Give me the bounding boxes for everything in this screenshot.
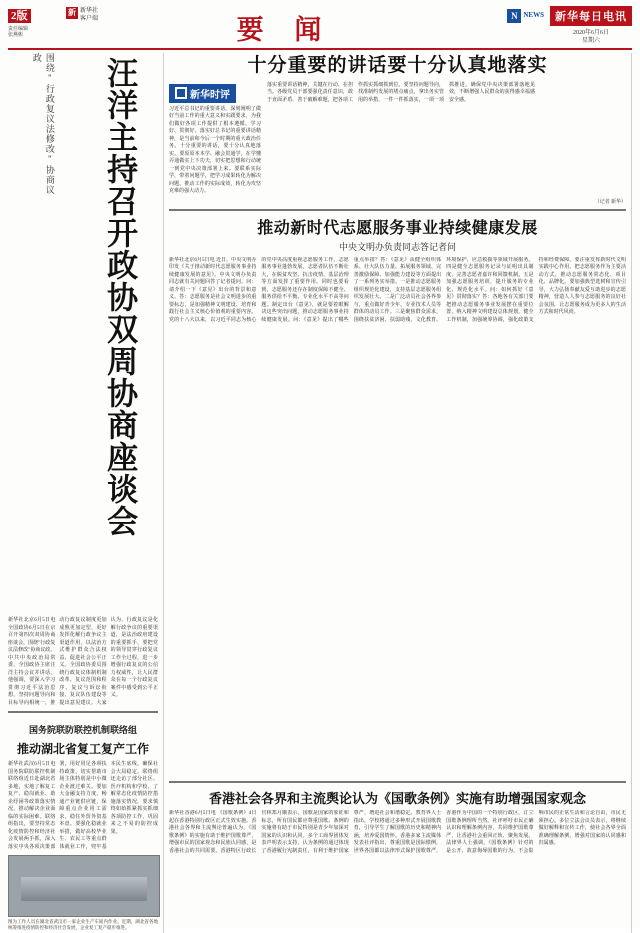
left-lead-text: 新华社北京6月5日电 全国政协6月5日在京召开第四次双周协商座谈会，围绕"行政复议法修改"协商议政。中共中央政治局常委、全国政协主席汪洋主持会议并讲话。他强调，要深入学习贯彻习近平法治思想，坚持问题导向和目标导向相统一，推动行政复议制度更加成熟更加定型，更好发挥化解行政争议主渠道作用，以法治方式维护群众合法权益、促进社会公平正义。全国政协委员围绕行政复议体制机制改革、复议范围和程序、复议与诉讼衔接、复议队伍建设等提出意见建议。大家认为，行政复议是化解行政争议的重要渠道，是法治政府建设的重要抓手，要把党的领导贯穿行政复议工作全过程，进一步增强行政复议的公信力权威性，让人民群众在每一个行政复议案件中感受到公平正义。 [8, 618, 158, 706]
page-number-badge: 2版 [8, 9, 31, 23]
logo-mark-icon: 新 [68, 8, 76, 17]
date-line1: 2020年6月6日 [572, 30, 609, 36]
stamp-square-icon [175, 87, 187, 99]
article-photo [8, 855, 160, 917]
feature-body-text: 新华社北京6月5日电 近日，中央文明办印发《关于推动新时代志愿服务事业持续健康发展的意见》。中央文明办负责同志就有关问题回答了记者提问。问：请介绍一下《意见》出台的背景和意义。答：志愿服务是社会文明进步的重要标志，是加强精神文明建设、培育和践行社会主义核心价值观的重要内容。党的十八大以来，以习近平同志为核心的党中央高度重视志愿服务工作，志愿服务事业蓬勃发展，志愿者队伍不断壮大，在脱贫攻坚、抗击疫情、基层治理等方面发挥了重要作用。同时也要看到，志愿服务还存在制度保障不健全、服务供给不平衡、专业化水平不高等问题。制定出台《意见》，就是要着眼解决这些突出问题，推动志愿服务事业持续健康发展。问：《意见》提出了哪些重点举措？答：《意见》从健全组织体系、壮大队伍力量、拓展服务领域、完善激励保障、加强能力建设等方面提出了一系列务实举措。一是推动志愿服务组织规范化建设，支持基层志愿服务组织发展壮大。二是广泛动员社会各界参与，重点做好青少年、专业技术人员等群体的动员工作。三是聚焦群众需求，围绕扶贫济困、扶弱助残、文化教育、环境保护、应急救援等领域开展服务。四是健全志愿服务记录与证明出具制度，完善志愿者嘉许和回馈机制。五是加强志愿服务培训，提升服务的专业化、规范化水平。问：如何抓好《意见》贯彻落实？答：各地各有关部门要把推动志愿服务事业发展摆在重要位置，纳入精神文明建设总体规划，健全工作机制，加强统筹协调，强化政策支持和经费保障。要注重发挥新时代文明实践中心作用，把志愿服务作为主要活动方式，推动志愿服务常态化、项目化、品牌化。要加强典型选树和宣传引导，大力弘扬奉献友爱互助进步的志愿精神，营造人人参与志愿服务的良好社会氛围，让志愿服务成为更多人的生活方式和时代风尚。 [169, 257, 626, 323]
date-line2: 星期六 [581, 38, 600, 45]
left-subhead: 围绕"行政复议法修改"协商议政 [31, 53, 55, 195]
editor-note [8, 27, 62, 40]
hk-article-headline: 香港社会各界和主流舆论认为《国歌条例》实施有助增强国家观念 [208, 790, 586, 806]
paper-name-block [550, 6, 632, 46]
xinhua-app-logo [66, 7, 128, 23]
page-title: 要 闻 [236, 15, 334, 45]
news-logo-text: NEWS [523, 11, 544, 20]
hk-article-text: 新华社香港6月5日电 《国歌条例》4日起在香港特别行政区正式生效实施。香港社会各界和主流舆论普遍认为，《国歌条例》的实施有助于维护国歌尊严，增强市民的国家观念和民族认同感，是香港社会的共同需要。香港特区行政长官林郑月娥表示，国歌是国家的象征和标志，所有国民都应尊重国歌。条例的实施将有助于市民特别是青少年加深对国家的认识和认同。多个工商界团体发表声明表示支持，认为条例的通过体现了香港履行宪制责任，有利于维护国家尊严，增进社会和谐稳定。教育界人士指出，学校将通过多种形式开展国歌教育，引导学生了解国歌的历史和精神内涵，培养爱国情怀。香港多家主流媒体发表社评指出，尊重国歌是国际惯例，世界各国都以法律形式保护国歌尊严，香港作为中国的一个特别行政区，订立国歌条例理所当然。社评呼吁市民正确认识和理解条例内容，共同维护国歌尊严，让香港社会重回正轨、聚焦发展。法律界人士强调，《国歌条例》针对的是公开、故意侮辱国歌的行为，不会影响市民的正常生活和言论自由，市民无须担心。多位立法会议员表示，将继续做好解释和宣传工作，使社会各界全面准确理解条例，增强对国家的认同感和归属感。 [169, 811, 626, 854]
commentary-text-col1: 习近平总书记的重要讲话，深刻阐明了做好当前工作的重大意义和实践要求，为我们做好各项工作提供了根本遵循。学习好、贯彻好、落实好总书记的重要讲话精神，是当前和今后一个时期的重大政治任务。十分重要的讲话，要十分认真地落实。要原原本本学、融会贯通学，在学懂弄通做实上下功夫，切实把思想和行动统一到党中央决策部署上来。要联系实际学，带着问题学，把学习成果转化为解决问题、推动工作的实际成效，转化为攻坚克难的强大动力。 [169, 106, 261, 195]
main-column [164, 53, 632, 933]
divider [8, 711, 158, 713]
feature-headline: 推动新时代志愿服务事业持续健康发展 [257, 219, 538, 237]
masthead-right [442, 6, 632, 46]
masthead-left [8, 6, 62, 40]
stamp-label: 新华时评 [190, 89, 230, 101]
left-subarticle-kicker: 国务院联防联控机制联络组 [28, 725, 137, 735]
logo-text [80, 7, 98, 23]
paper-name: 新华每日电讯 [550, 6, 632, 26]
left-column [8, 53, 164, 933]
logo-text-line1: 新华社 [80, 8, 99, 14]
feature-subhead: 中央文明办负责同志答记者问 [338, 241, 456, 252]
publication-date [550, 29, 632, 46]
masthead [8, 6, 632, 50]
commentary-text-rest: 落实重要讲话精神，关键在行动、在担当。各级党员干部要强化责任意识，敢于直面矛盾，善于破解难题，把各项工作抓实抓细抓到位。要坚持问题导向，找准制约发展的堵点痛点，拿出务实管用的举措，一件一件抓落实，一项一项抓推进，确保党中央决策部署落地见效，不断增强人民群众的获得感幸福感安全感。 [267, 82, 535, 103]
vertical-headline-wrap [8, 53, 158, 613]
left-headline: 汪洋主持召开政协双周协商座谈会 [102, 57, 138, 537]
left-subarticle-text: 新华社武汉6月5日电 国务院联防联控机制联络组近日赴湖北省多地，实地了解复工复产、稳岗就业、助企纾困等政策落实情况，推动解决企业面临的实际困难。联络组指出，要坚持常态化疫情防控和经济社会发展两手抓，深入落实中央各项决策部署，用好用足各项扶持政策，切实帮助市场主体特别是中小微企业渡过难关。要加大金融支持力度，畅通产业链供应链，保障重点企业用工需求，稳住外贸外资基本盘。要强化稳就业举措，做好高校毕业生、农民工等重点群体就业工作，兜牢基本民生底线，确保社会大局稳定。联络组还走访了部分社区、医疗机构和学校，了解常态化疫情防控措施落实情况，要求慎终如始抓紧抓实抓细各项防控工作，巩固来之不易的防控成果。 [8, 762, 158, 850]
commentary-stamp-wrap [169, 82, 261, 196]
left-subarticle-headline: 推动湖北省复工复产工作 [16, 742, 149, 756]
editor-note-line2: 张燕彬 [8, 33, 24, 39]
commentary-headline: 十分重要的讲话要十分认真地落实 [247, 55, 548, 76]
news-mark-icon: N [507, 9, 521, 23]
editor-note-line1: 责任编辑 [8, 27, 29, 32]
logo-text-line2: 客户端 [80, 16, 99, 23]
divider-2 [169, 209, 626, 211]
commentary-byline: （记者 新华） [594, 199, 626, 205]
xinhua-commentary-stamp [169, 84, 236, 103]
page-body [8, 53, 632, 933]
news-logo [507, 9, 544, 23]
photo-caption: 图为工作人员在湖北省武汉市一家企业生产车间内作业。近期，湖北省各地统筹推进疫情防控和经济社会发展，企业复工复产稳步推进。 [8, 919, 158, 931]
divider-3 [169, 781, 626, 783]
